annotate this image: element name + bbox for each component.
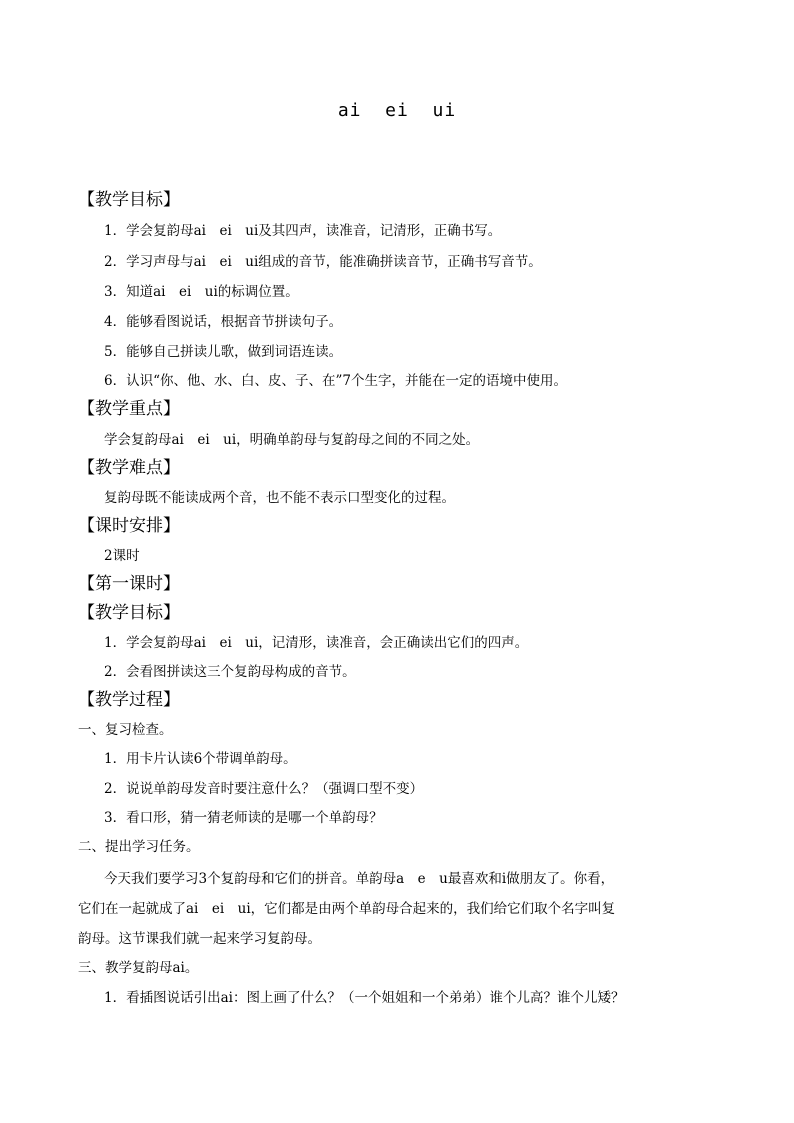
page-title: ai ei ui	[337, 100, 457, 121]
section-heading-first-lesson: 【第一课时】	[78, 574, 180, 594]
goal-item-3: 3．知道ai ei ui的标调位置。	[104, 284, 299, 300]
lesson-goal-item-1: 1．学会复韵母ai ei ui，记清形，读准音，会正确读出它们的四声。	[104, 635, 529, 651]
goal-item-5: 5．能够自己拼读儿歌，做到词语连读。	[104, 344, 343, 360]
goal-item-1: 1．学会复韵母ai ei ui及其四声，读准音，记清形，正确书写。	[104, 223, 502, 239]
process-step-1-item-1: 1．用卡片认读6个带调单韵母。	[104, 751, 297, 767]
section-heading-teaching-process: 【教学过程】	[78, 690, 180, 710]
process-step-2-paragraph-line-1: 今天我们要学习3个复韵母和它们的拼音。单韵母a e u最喜欢和i做朋友了。你看，	[104, 871, 615, 887]
section-heading-key-points: 【教学重点】	[78, 399, 180, 419]
section-heading-lesson-goals: 【教学目标】	[78, 603, 180, 623]
section-heading-schedule: 【课时安排】	[78, 516, 180, 536]
process-step-2-heading: 二、提出学习任务。	[78, 839, 200, 855]
process-step-1-heading: 一、复习检查。	[78, 722, 173, 738]
lesson-goal-item-2: 2．会看图拼读这三个复韵母构成的音节。	[104, 664, 356, 680]
process-step-2-paragraph-line-2: 它们在一起就成了ai ei ui，它们都是由两个单韵母合起来的，我们给它们取个名字叫复	[78, 901, 616, 917]
difficulties-text: 复韵母既不能读成两个音，也不能不表示口型变化的过程。	[104, 490, 455, 506]
process-step-1-item-2: 2．说说单韵母发音时要注意什么？（强调口型不变）	[104, 781, 424, 797]
process-step-3-heading: 三、教学复韵母ai。	[78, 960, 199, 976]
process-step-1-item-3: 3．看口形，猜一猜老师读的是哪一个单韵母？	[104, 810, 383, 826]
section-heading-difficulties: 【教学难点】	[78, 458, 180, 478]
section-heading-teaching-goals: 【教学目标】	[78, 190, 180, 210]
goal-item-4: 4．能够看图说话，根据音节拼读句子。	[104, 314, 343, 330]
goal-item-2: 2．学习声母与ai ei ui组成的音节，能准确拼读音节，正确书写音节。	[104, 254, 542, 270]
process-step-3-item-1: 1．看插图说话引出ai：图上画了什么？（一个姐姐和一个弟弟）谁个儿高？谁个儿矮？	[104, 990, 625, 1006]
key-points-text: 学会复韵母ai ei ui，明确单韵母与复韵母之间的不同之处。	[104, 432, 480, 448]
schedule-text: 2课时	[104, 548, 140, 564]
goal-item-6: 6．认识“你、他、水、白、皮、子、在”7个生字，并能在一定的语境中使用。	[104, 373, 567, 389]
process-step-2-paragraph-line-3: 韵母。这节课我们就一起来学习复韵母。	[78, 931, 321, 947]
